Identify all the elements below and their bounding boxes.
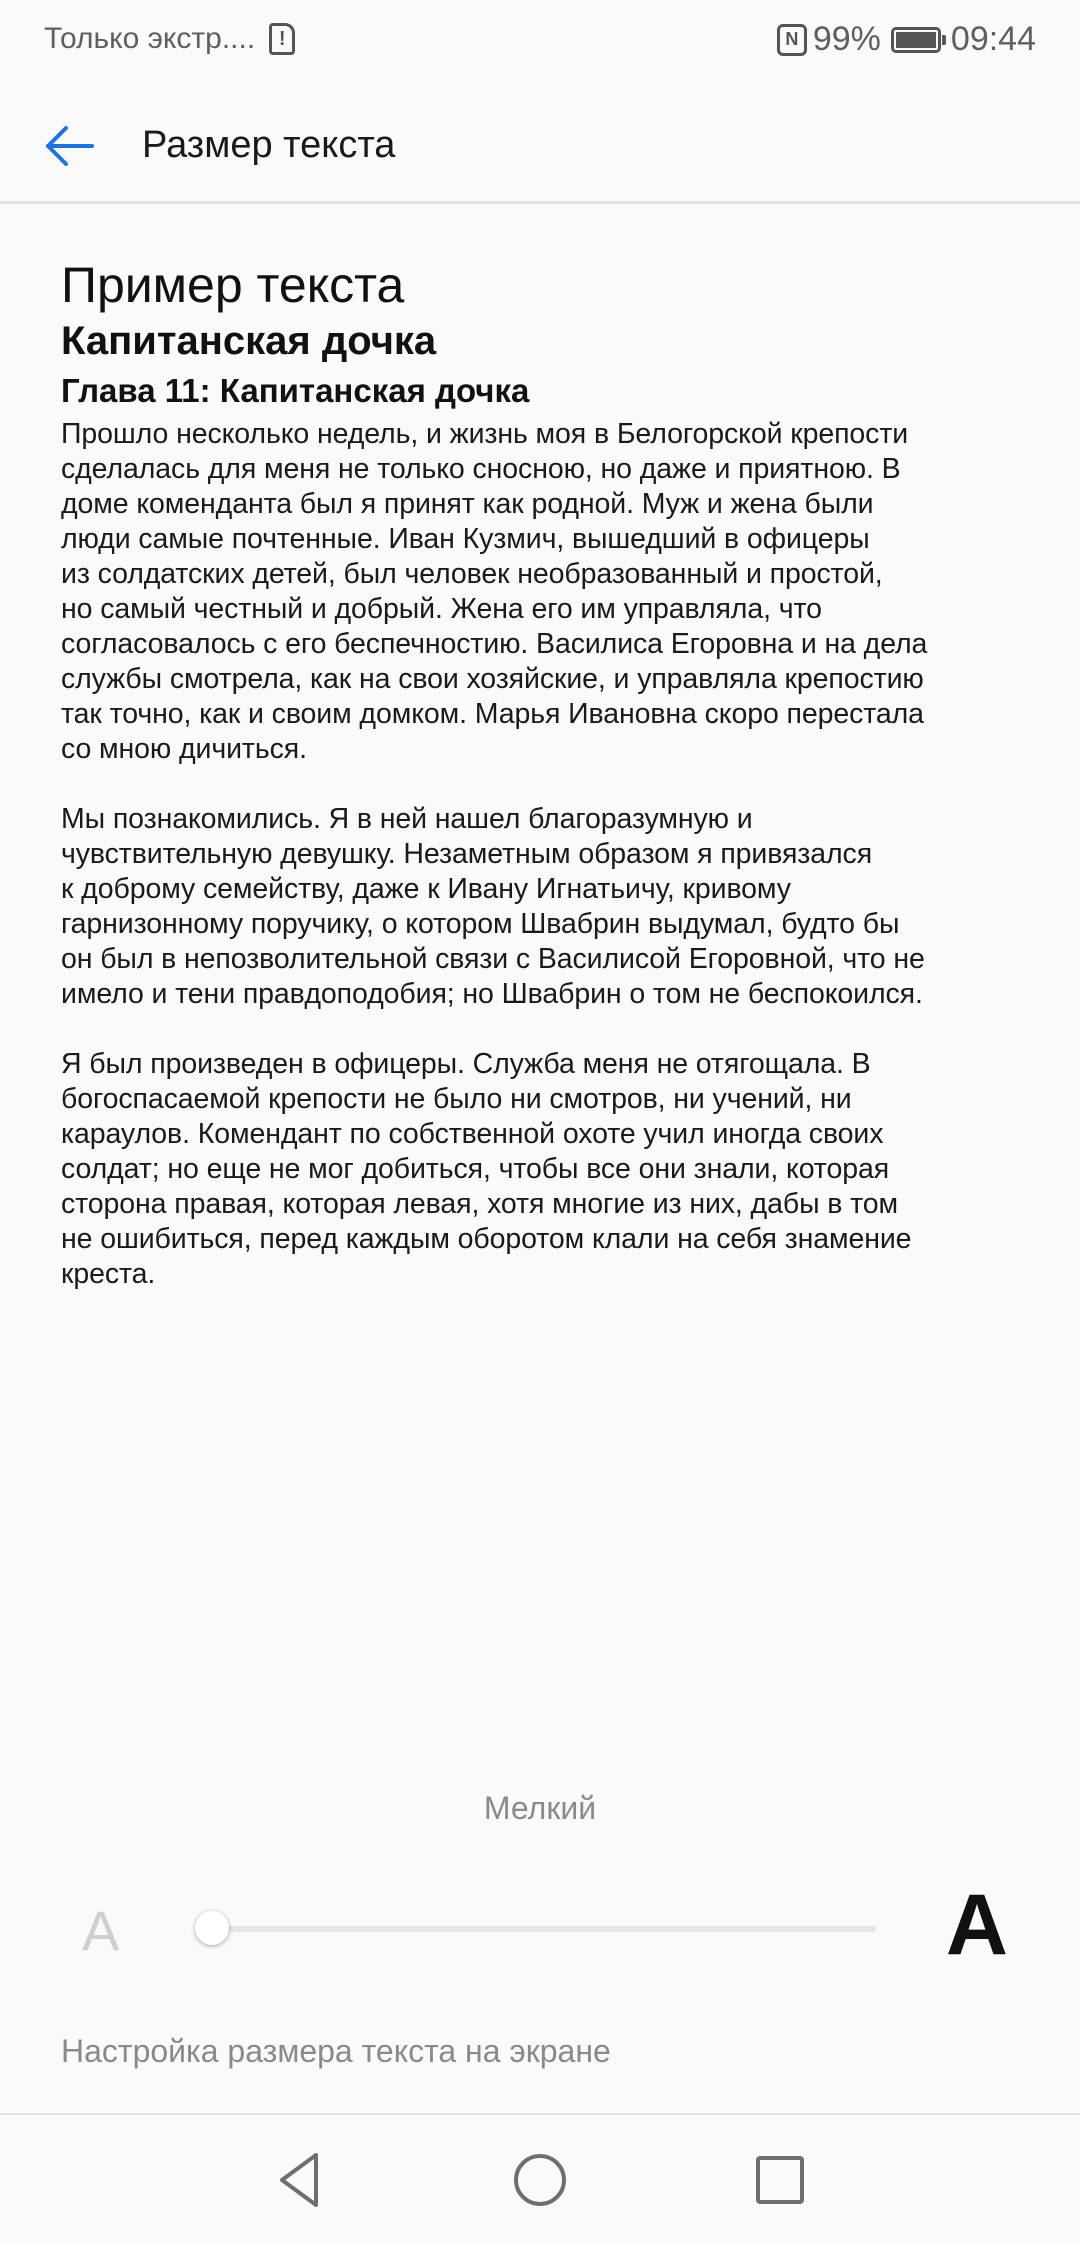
preview-paragraph: Мы познакомились. Я в ней нашел благоразумную и чувствительную девушку. Незаметным образом я привязался к доброму семейству, даже к Ивану Игнатьичу, кривому гарнизонному поручику, о котором Швабрин выдумал, будто бы он был в непозволительной связи с Василисой Егоровной, что не имело и тени правдоподобия; но Швабрин о том не беспокоился. <box>61 803 925 1010</box>
text-size-slider-row <box>0 1877 1080 1980</box>
back-button[interactable] <box>40 116 100 176</box>
book-title: Капитанская дочка <box>61 319 437 363</box>
chapter-title: Глава 11: Капитанская дочка <box>61 372 530 409</box>
nav-back-button[interactable] <box>264 2145 334 2215</box>
status-bar <box>0 0 1080 86</box>
preview-heading: Пример текста <box>61 257 405 313</box>
preview-paragraph: Прошло несколько недель, и жизнь моя в Белогорской крепости сделалась для меня не только сносною, но даже и приятною. В доме коменданта был я принят как родной. Муж и жена были люди самые почтенные. Иван Кузмич, вышедший в офицеры из солдатских детей, был человек необразованный и простой, но самый честный и добрый. Жена его им управляла, что согласовалось с его беспечностию. Василиса Егоровна и на дела службы смотрела, как на свои хозяйские, и управляла крепостию так точно, как и своим домком. Марья Ивановна скоро перестала со мною дичиться. <box>61 418 928 765</box>
small-text-icon: A <box>82 1899 120 1962</box>
text-preview <box>61 255 1021 1327</box>
carrier-label: Только экстр.... <box>44 22 256 55</box>
preview-paragraph: Я был произведен в офицеры. Служба меня не отягощала. В богоспасаемой крепости не было ни смотров, ни учений, ни караулов. Комендант по собственной охоте учил иногда своих солдат; но еще не мог добиться, чтобы все они знали, которая сторона правая, которая левая, хотя многие из них, дабы в том не ошибиться, перед каждым оборотом клали на себя знамение креста. <box>61 1048 912 1290</box>
triangle-back-icon <box>264 2145 334 2215</box>
battery-percent: 99% <box>812 20 881 58</box>
app-bar <box>0 86 1080 204</box>
nav-recents-button[interactable] <box>745 2145 815 2215</box>
nav-home-button[interactable] <box>505 2145 575 2215</box>
text-size-slider-thumb[interactable] <box>195 1911 229 1945</box>
nfc-icon: N <box>777 24 807 56</box>
status-left <box>44 22 295 56</box>
clock: 09:44 <box>950 20 1036 58</box>
text-size-slider-track[interactable] <box>212 1926 876 1932</box>
square-recents-icon <box>745 2145 815 2215</box>
large-text-icon: A <box>945 1877 1008 1973</box>
circle-home-icon <box>505 2145 575 2215</box>
arrow-left-icon <box>40 116 100 176</box>
page-title: Размер текста <box>142 124 396 166</box>
status-right <box>777 20 1036 59</box>
navigation-bar <box>0 2113 1080 2244</box>
battery-icon <box>891 27 941 53</box>
current-size-label: Мелкий <box>483 1790 597 1826</box>
hint-text: Настройка размера текста на экране <box>61 2033 611 2069</box>
sim-alert-icon: ! <box>269 23 295 55</box>
